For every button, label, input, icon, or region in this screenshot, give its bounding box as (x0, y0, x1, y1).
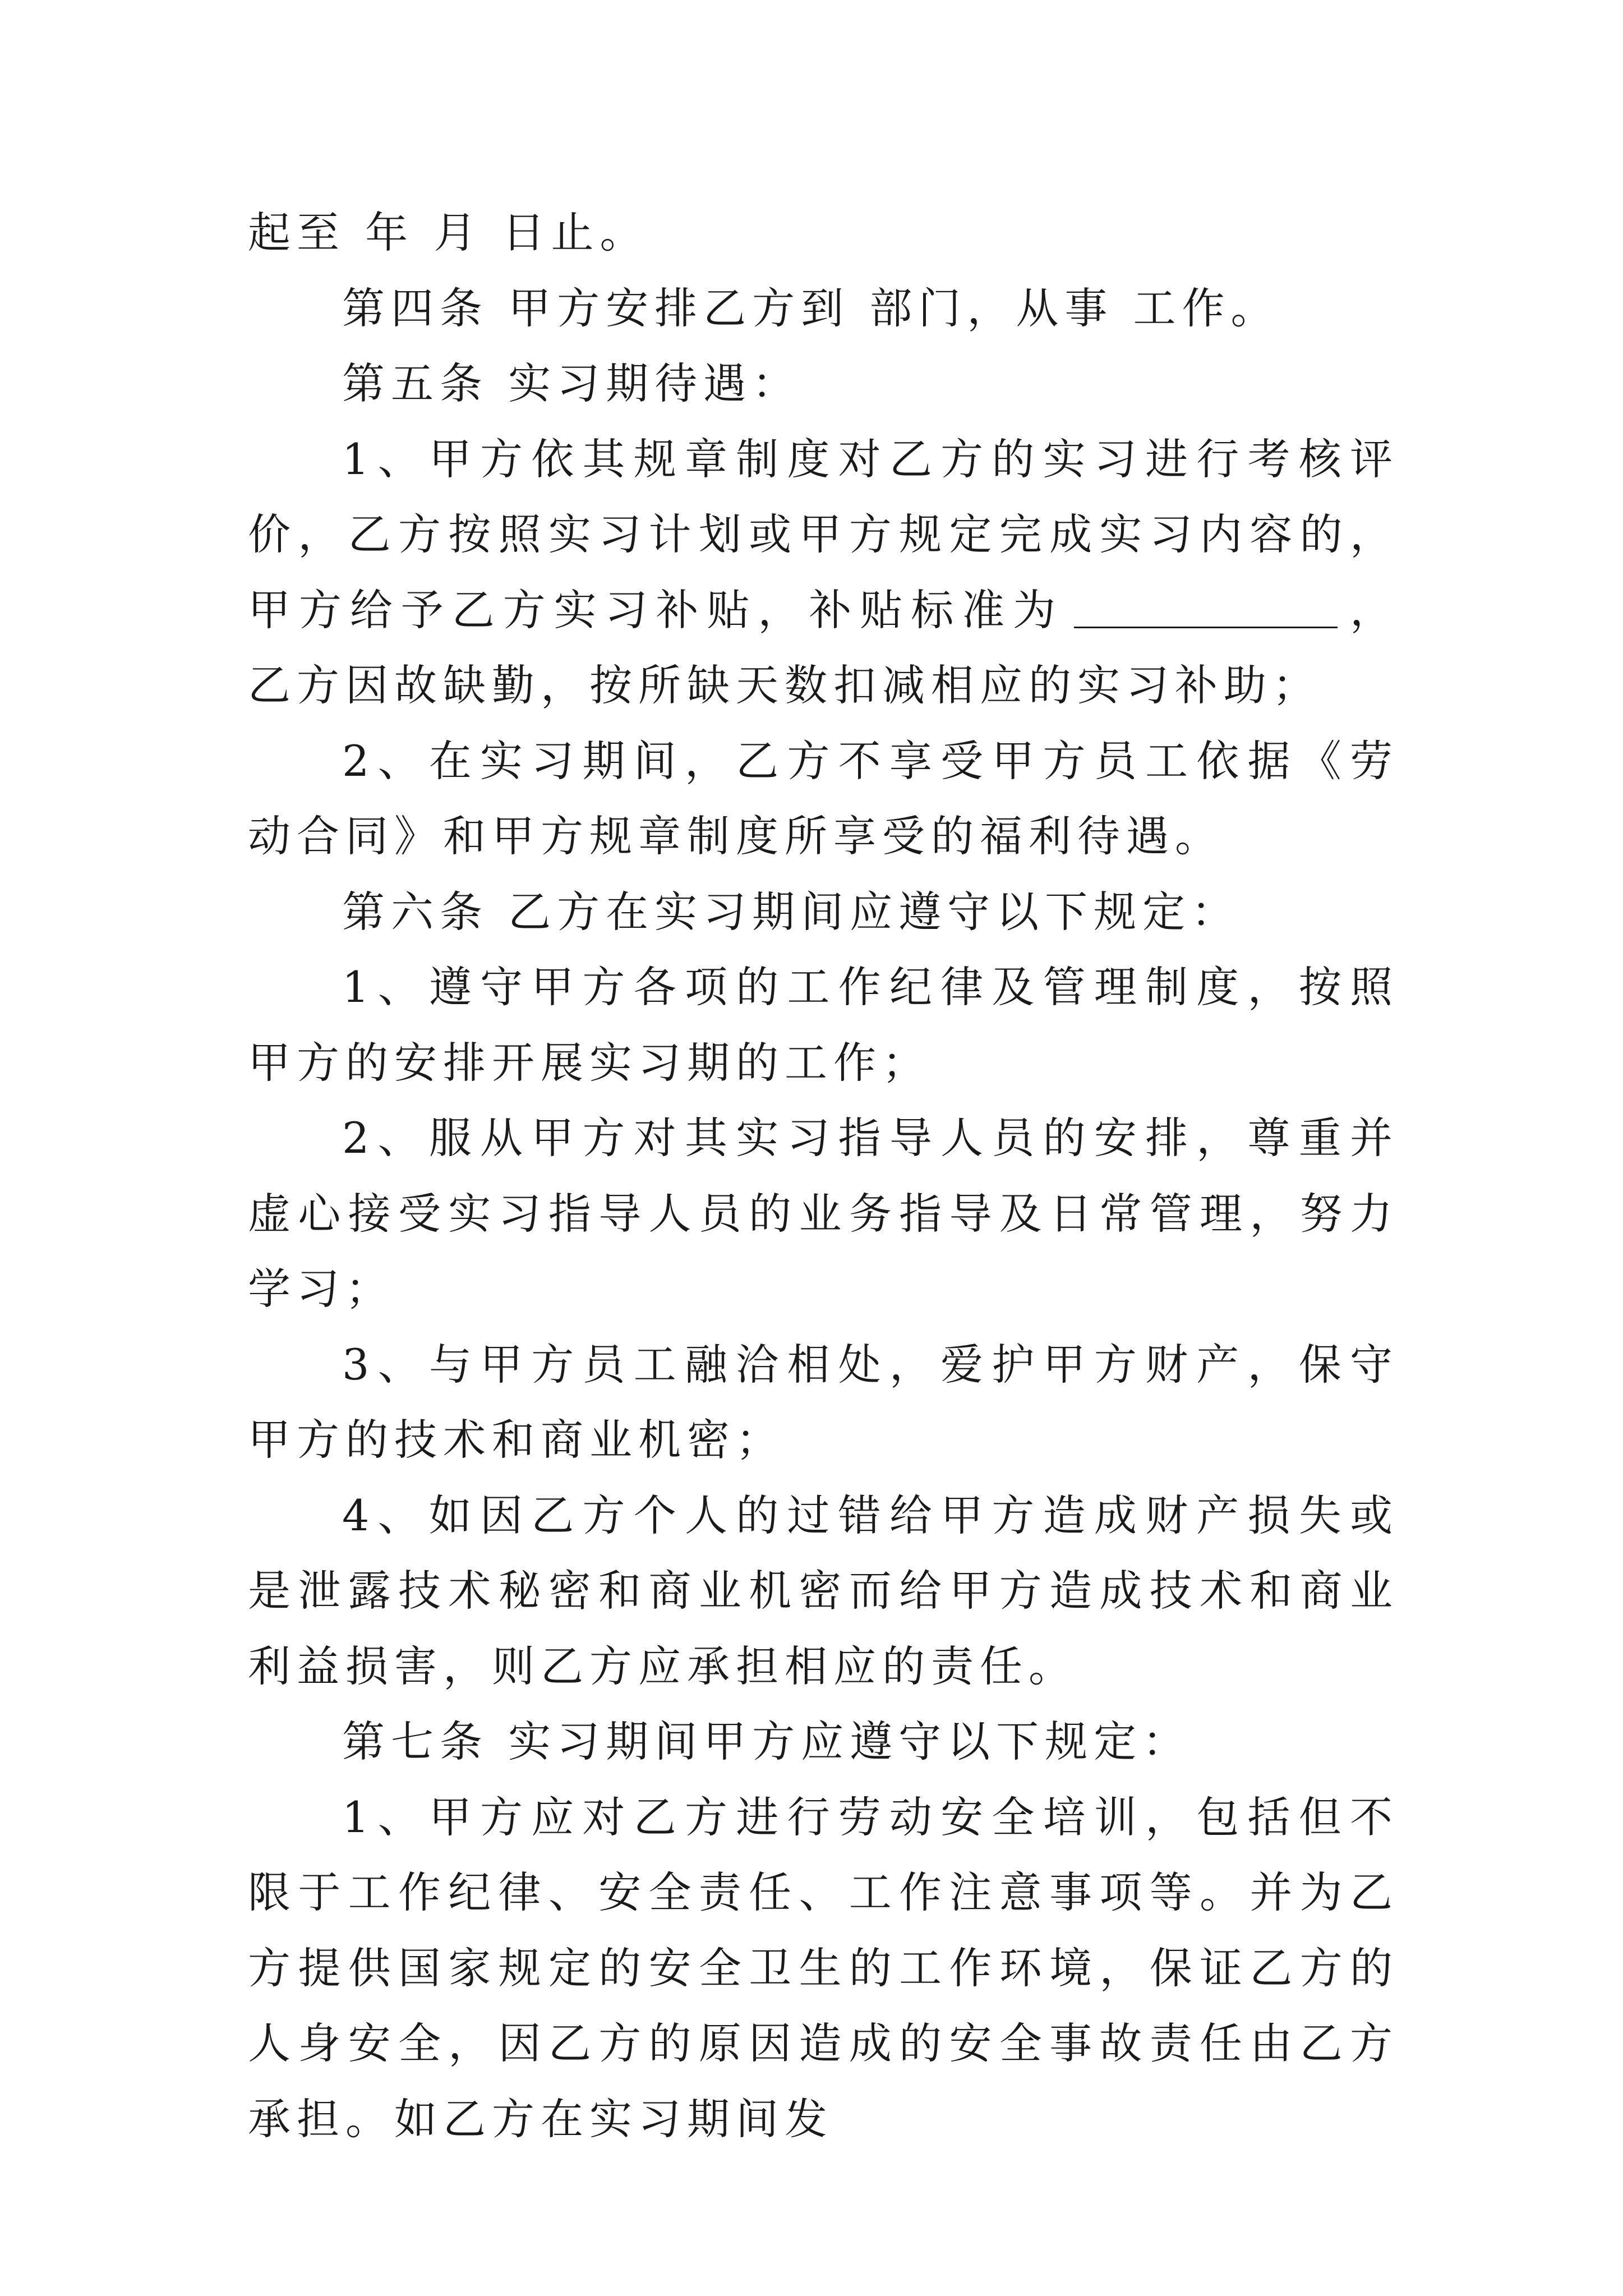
allowance-blank-line (1074, 578, 1338, 628)
paragraph-article-7-heading: 第七条 实习期间甲方应遵守以下规定： (342, 1717, 1192, 1766)
allowance-text-before: 1、甲方依其规章制度对乙方的实习进行考核评价，乙方按照实习计划或甲方规定完成实习内容的，甲方给予乙方实习补贴，补贴标准为 (248, 434, 1399, 635)
paragraph-term-end: 起至 年 月 日止。 (248, 208, 649, 257)
paragraph-article-7-item-1: 1、甲方应对乙方进行劳动安全培训，包括但不限于工作纪律、安全责任、工作注意事项等。并为乙方提供国家规定的安全卫生的工作环境，保证乙方的人身安全，因乙方的原因造成的安全事故责任由乙方承担。如乙方在实习期间发 (248, 1792, 1399, 2144)
paragraph-article-6-heading: 第六条 乙方在实习期间应遵守以下规定： (342, 886, 1241, 937)
paragraph-article-5-item-1 (248, 422, 1399, 724)
paragraph-article-4: 第四条 甲方安排乙方到 部门，从事 工作。 (342, 283, 1280, 333)
paragraph-article-5-heading: 第五条 实习期待遇： (342, 358, 801, 408)
paragraph-article-6-item-2: 2、服从甲方对其实习指导人员的安排，尊重并虚心接受实习指导人员的业务指导及日常管理，努力学习； (248, 1113, 1399, 1314)
paragraph-article-6-item-4: 4、如因乙方个人的过错给甲方造成财产损失或是泄露技术秘密和商业机密而给甲方造成技术和商业利益损害，则乙方应承担相应的责任。 (248, 1490, 1399, 1691)
allowance-text-after: ，乙方因故缺勤，按所缺天数扣减相应的实习补助； (248, 585, 1399, 710)
paragraph-article-6-item-3: 3、与甲方员工融洽相处，爱护甲方财产，保守甲方的技术和商业机密； (248, 1339, 1399, 1465)
document-body (248, 195, 1399, 2157)
paragraph-article-5-item-2: 2、在实习期间，乙方不享受甲方员工依据《劳动合同》和甲方规章制度所享受的福利待遇。 (248, 735, 1399, 861)
paragraph-article-6-item-1: 1、遵守甲方各项的工作纪律及管理制度，按照甲方的安排开展实习期的工作； (248, 962, 1399, 1088)
